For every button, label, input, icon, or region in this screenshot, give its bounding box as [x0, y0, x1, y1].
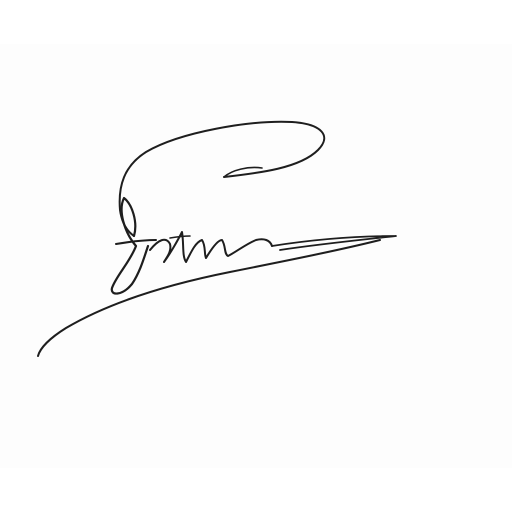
- signature-middle-letters: [150, 232, 272, 262]
- signature-tail: [272, 236, 396, 250]
- signature-upper-loop: [120, 122, 325, 236]
- signature-first-letter: [112, 198, 148, 294]
- signature-underline: [38, 240, 380, 356]
- signature-crossbar: [116, 240, 156, 244]
